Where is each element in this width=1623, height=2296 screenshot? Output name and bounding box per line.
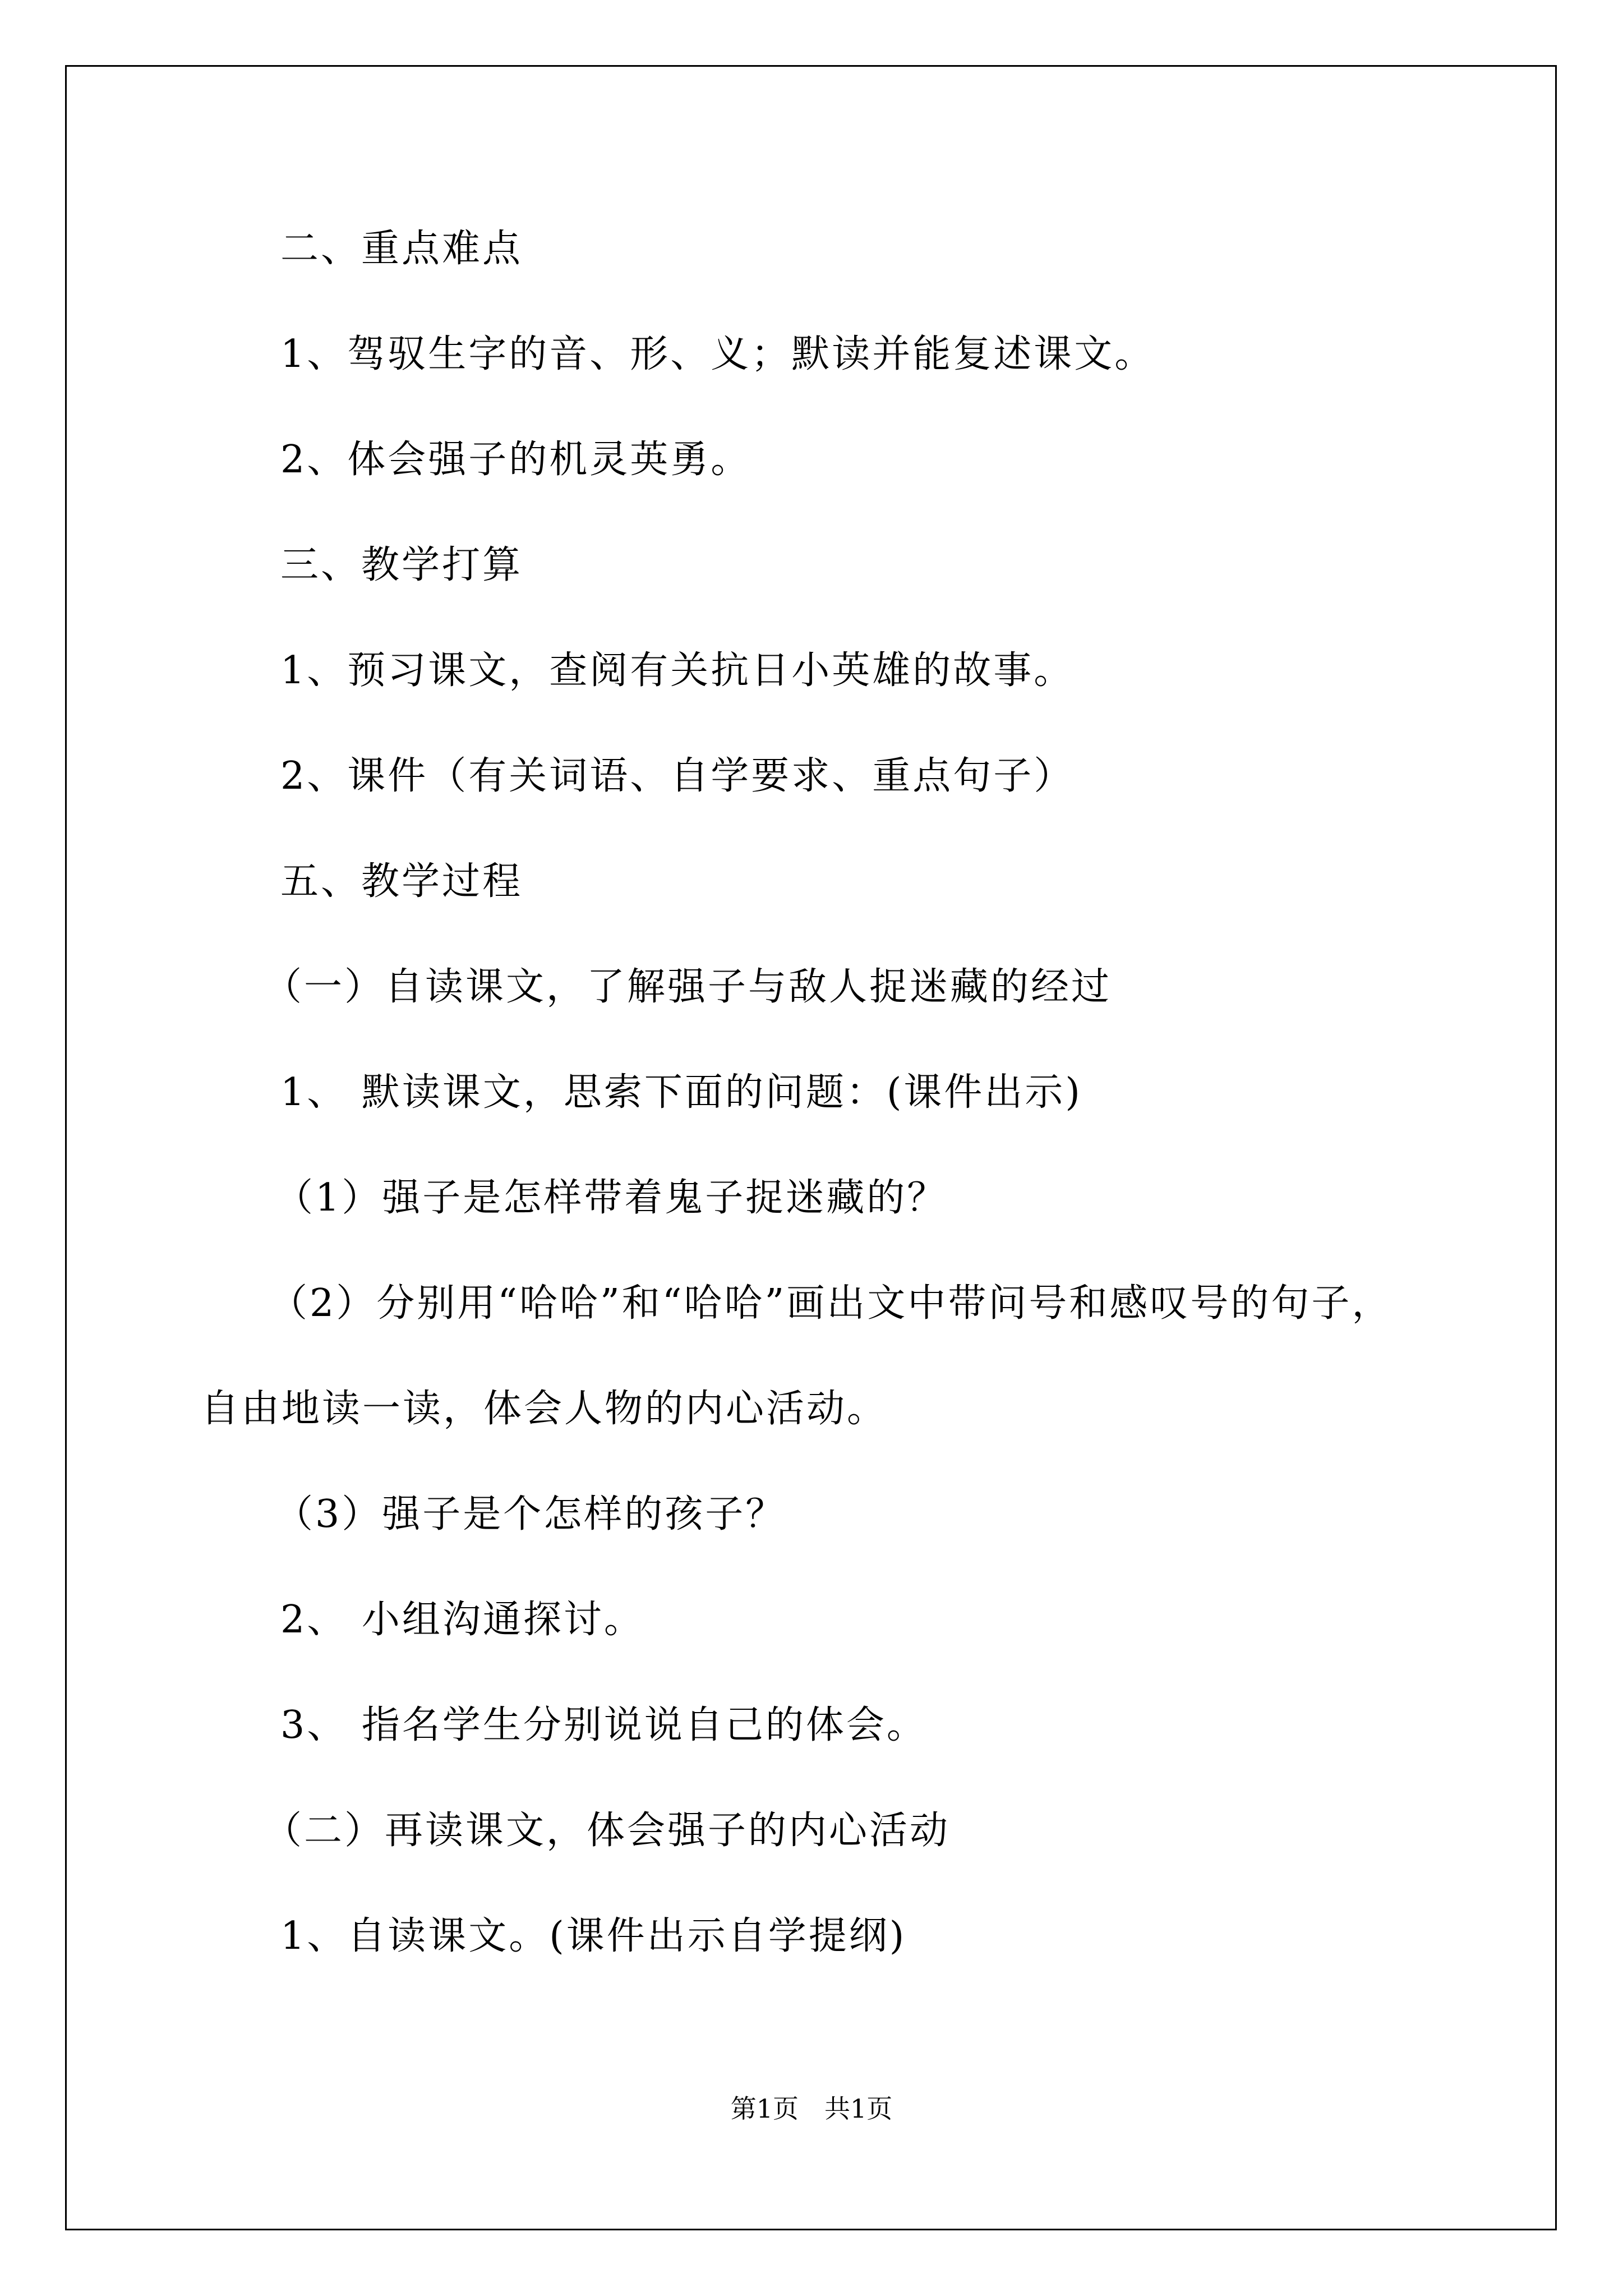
paragraph-continuation: 自由地读一读，体会人物的内心活动。 — [201, 1387, 888, 1431]
page-border — [65, 65, 1557, 2230]
paragraph: 1、预习课文，查阅有关抗日小英雄的故事。 — [280, 648, 1075, 693]
paragraph: 1、驾驭生字的音、形、义；默读并能复述课文。 — [280, 332, 1155, 376]
subheading: （一）自读课文，了解强子与敌人捉迷藏的经过 — [264, 965, 1112, 1009]
heading-teaching-process: 五、教学过程 — [280, 859, 523, 904]
heading-key-difficulties: 二、重点难点 — [280, 227, 523, 271]
paragraph: 3、 指名学生分别说说自己的体会。 — [280, 1703, 927, 1747]
paragraph: （1）强子是怎样带着鬼子捉迷藏的？ — [275, 1176, 948, 1220]
paragraph: 1、 默读课文，思索下面的问题：(课件出示) — [280, 1070, 1082, 1115]
heading-teaching-plan: 三、教学打算 — [280, 543, 523, 587]
paragraph: （3）强子是个怎样的孩子？ — [275, 1492, 786, 1536]
paragraph: 1、自读课文。(课件出示自学提纲) — [280, 1914, 907, 1958]
paragraph: 2、体会强子的机灵英勇。 — [280, 438, 751, 482]
subheading: （二）再读课文，体会强子的内心活动 — [264, 1809, 951, 1853]
paragraph: （2）分别用“哈哈”和“哈哈”画出文中带问号和感叹号的句子， — [269, 1281, 1393, 1326]
paragraph: 2、 小组沟通探讨。 — [280, 1598, 644, 1642]
paragraph: 2、课件（有关词语、自学要求、重点句子） — [280, 754, 1075, 798]
page-footer: 第1页 共1页 — [730, 2093, 893, 2124]
